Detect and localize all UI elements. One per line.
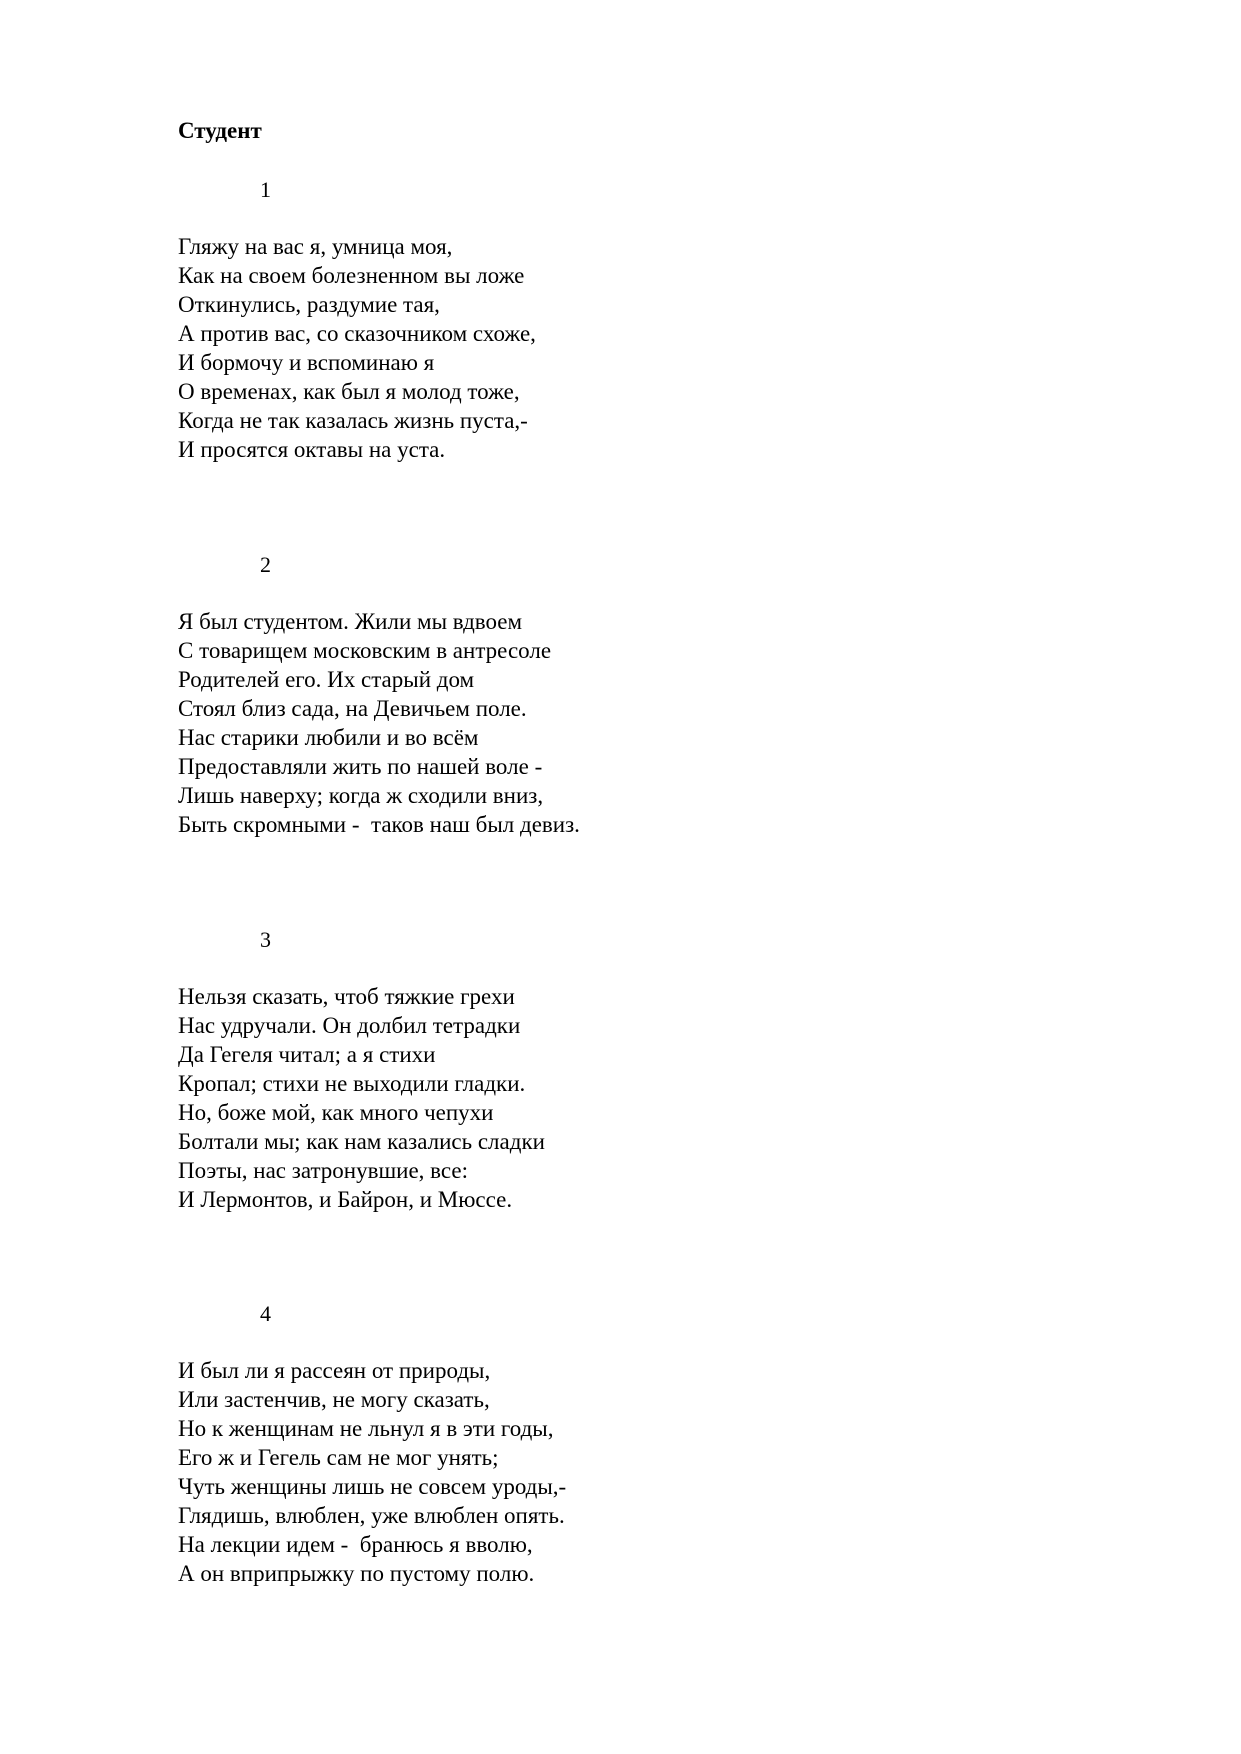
poem-line: И был ли я рассеян от природы,: [178, 1358, 491, 1383]
poem-line: И Лермонтов, и Байрон, и Мюссе.: [178, 1187, 513, 1212]
poem-line: А он вприпрыжку по пустому полю.: [178, 1561, 535, 1586]
poem-line: Когда не так казалась жизнь пуста,-: [178, 408, 528, 433]
poem-line: Как на своем болезненном вы ложе: [178, 263, 525, 288]
poem-line: И просятся октавы на уста.: [178, 437, 446, 462]
poem-line: Поэты, нас затронувшие, все:: [178, 1158, 468, 1183]
stanza: [178, 982, 545, 1214]
poem-line: Но, боже мой, как много чепухи: [178, 1100, 494, 1125]
poem-line: Кропал; стихи не выходили гладки.: [178, 1071, 526, 1096]
poem-line: Глядишь, влюблен, уже влюблен опять.: [178, 1503, 565, 1528]
stanza: [178, 607, 580, 839]
poem-line: Гляжу на вас я, умница моя,: [178, 234, 453, 259]
stanza-number: 3: [260, 927, 271, 952]
poem-line: Болтали мы; как нам казались сладки: [178, 1129, 545, 1154]
stanza: [178, 232, 536, 464]
poem-line: Откинулись, раздумие тая,: [178, 292, 440, 317]
poem-title: Студент: [178, 118, 262, 143]
poem-line: Быть скромными - таков наш был девиз.: [178, 812, 580, 837]
poem-line: И бормочу и вспоминаю я: [178, 350, 435, 375]
poem-line: Но к женщинам не льнул я в эти годы,: [178, 1416, 554, 1441]
poem-line: С товарищем московским в антресоле: [178, 638, 552, 663]
poem-line: Родителей его. Их старый дом: [178, 667, 475, 692]
poem-line: Его ж и Гегель сам не мог унять;: [178, 1445, 499, 1470]
poem-line: Нас удручали. Он долбил тетрадки: [178, 1013, 521, 1038]
poem-line: Лишь наверху; когда ж сходили вниз,: [178, 783, 544, 808]
poem-line: Я был студентом. Жили мы вдвоем: [178, 609, 523, 634]
poem-line: Предоставляли жить по нашей воле -: [178, 754, 543, 779]
poem-line: О временах, как был я молод тоже,: [178, 379, 520, 404]
poem-line: А против вас, со сказочником схоже,: [178, 321, 536, 346]
poem-line: Или застенчив, не могу сказать,: [178, 1387, 490, 1412]
stanza-number: 2: [260, 552, 271, 577]
poem-line: Нельзя сказать, чтоб тяжкие грехи: [178, 984, 515, 1009]
stanza-number: 4: [260, 1301, 271, 1326]
poem-line: На лекции идем - бранюсь я вволю,: [178, 1532, 533, 1557]
poem-line: Чуть женщины лишь не совсем уроды,-: [178, 1474, 567, 1499]
poem-line: Стоял близ сада, на Девичьем поле.: [178, 696, 527, 721]
poem-line: Да Гегеля читал; а я стихи: [178, 1042, 436, 1067]
stanza: [178, 1356, 566, 1588]
poem-line: Нас старики любили и во всём: [178, 725, 479, 750]
stanza-number: 1: [260, 177, 271, 202]
